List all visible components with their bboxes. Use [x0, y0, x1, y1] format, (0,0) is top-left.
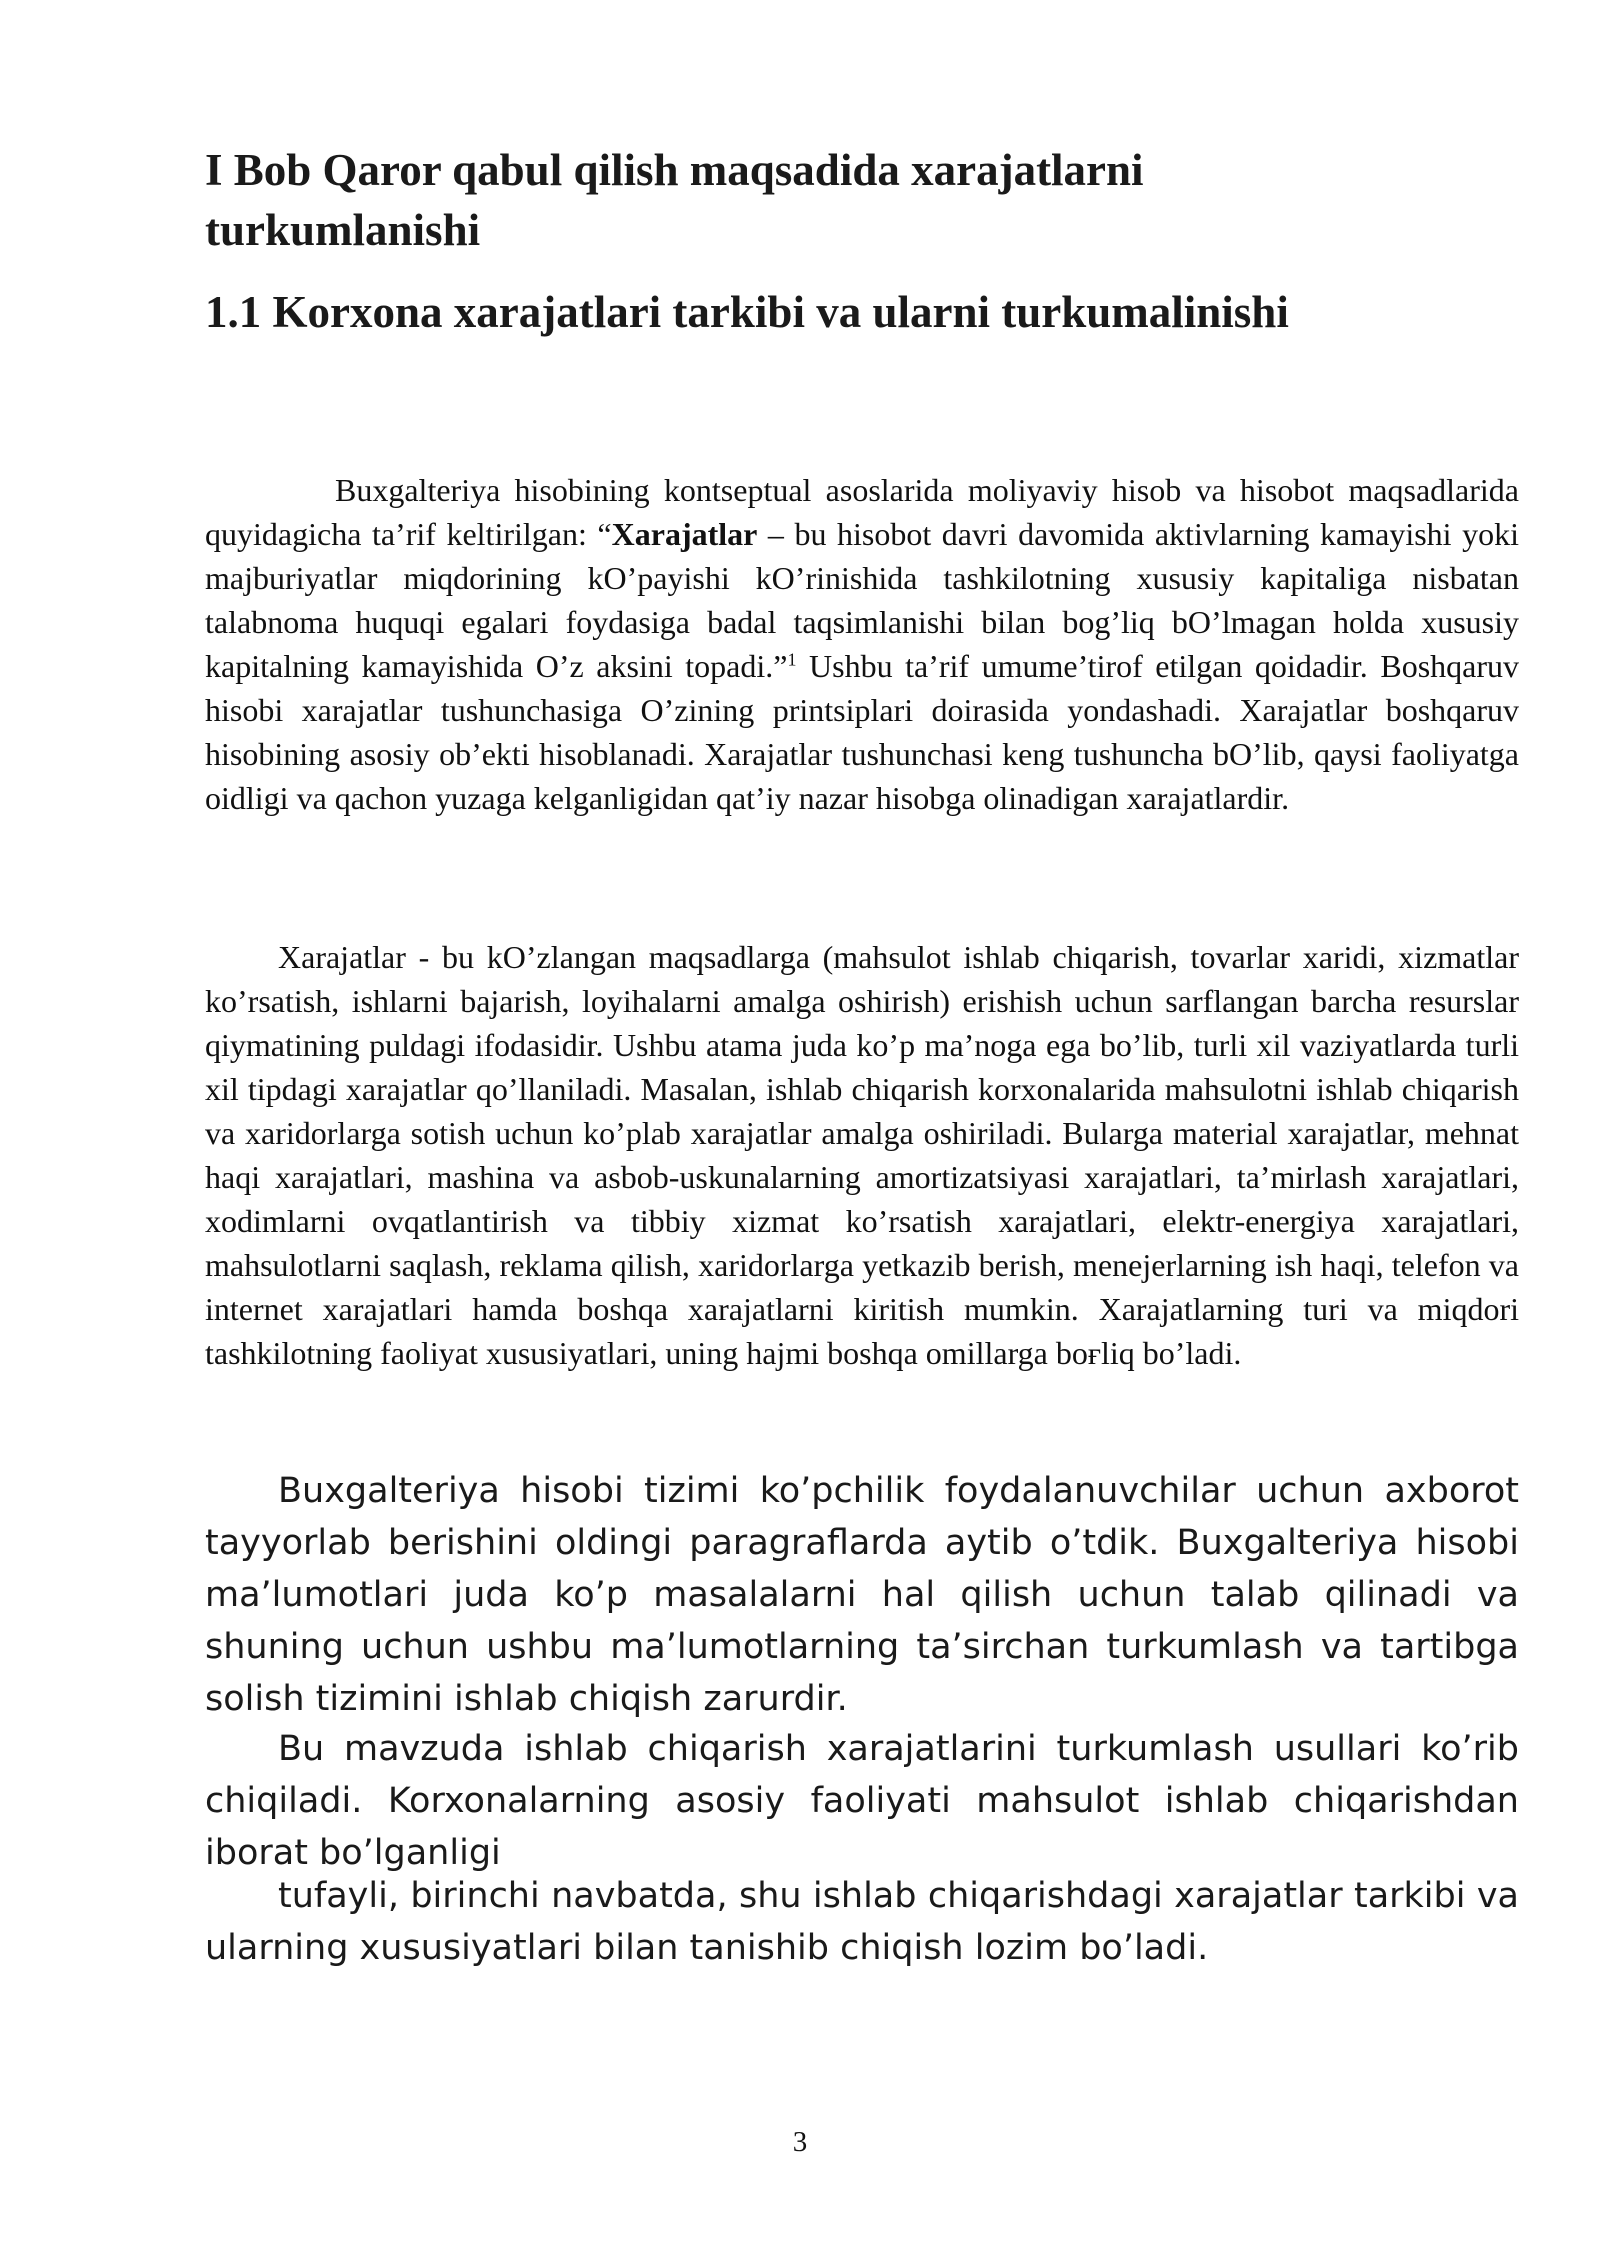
chapter-title: I Bob Qaror qabul qilish maqsadida xarajatlarni turkumlanishi — [205, 145, 1144, 255]
paragraph-text: – bu hisobot davri davomida aktivlarning kamayishi yoki majburiyatlar miqdorining kO’payishi kO’rinishida tashkilotning xususiy kapitaliga nisbatan talabnoma huquqi egalari foydasiga badal taqsimlanishi bilan bog’liq bO’lmagan holda xususiy kapitalning kamayishida O’z aksini topadi.” — [205, 516, 1520, 684]
paragraph-definition — [205, 468, 1519, 820]
paragraph-accounting-system: Buxgalteriya hisobi tizimi ko’pchilik foydalanuvchilar uchun axborot tayyorlab berishini oldingi paragraflarda aytib o’tdik. Buxgalteriya hisobi ma’lumotlari juda ko’p masalalarni hal qilish uchun talab qilinadi va shuning uchun ushbu ma’lumotlarning ta’sirchan turkumlash va tartibga solish tizimini ishlab chiqish zarurdir. — [205, 1471, 1519, 1719]
page-number: 3 — [792, 2126, 808, 2158]
paragraph-text: Ushbu ta’rif umume’tirof etilgan qoidadir. Boshqaruv hisobi xarajatlar tushunchasiga O’zining printsiplari doirasida yondashadi. Xarajatlar boshqaruv hisobining asosiy ob’ekti hisoblanadi. Xarajatlar tushunchasi keng tushuncha bO’lib, qaysi faoliyatga oidligi va qachon yuzaga kelganligidan qat’iy nazar hisobga olinadigan xarajatlardir. — [205, 648, 1520, 816]
section-title: 1.1 Korxona xarajatlari tarkibi va ularni turkumalinishi — [205, 287, 1289, 337]
paragraph-text: Buxgalteriya hisobining kontseptual asoslarida moliyaviy hisob va hisobot maqsadlarida quyidagicha ta’rif keltirilgan: “ — [205, 472, 1519, 552]
footnote-marker[interactable]: 1 — [787, 649, 797, 670]
paragraph-expenses-definition: Xarajatlar - bu kO’zlangan maqsadlarga (mahsulot ishlab chiqarish, tovarlar xaridi, xizmatlar ko’rsatish, ishlarni bajarish, loyihalarni amalga oshirish) erishish uchun sarflangan barcha resurslar qiymatining puldagi ifodasidir. Ushbu atama juda ko’p ma’noga ega bo’lib, turli xil vaziyatlarda turli xil tipdagi xarajatlar qo’llaniladi. Masalan, ishlab chiqarish korxonalarida mahsulotni ishlab chiqarish va xaridorlarga sotish uchun ko’plab xarajatlar amalga oshiriladi. Bularga material xarajatlar, mehnat haqi xarajatlari, mashina va asbob-uskunalarning amortizatsiyasi xarajatlari, ta’mirlash xarajatlari, xodimlarni ovqatlantirish va tibbiy xizmat ko’rsatish xarajatlari, elektr-energiya xarajatlari, mahsulotlarni saqlash, reklama qilish, xaridorlarga yetkazib berish, menejerlarning ish haqi, telefon va internet xarajatlari hamda boshqa xarajatlarni kiritish mumkin. Xarajatlarning turi va miqdori tashkilotning faoliyat xususiyatlari, uning hajmi boshqa omillarga boғliq bo’ladi. — [205, 939, 1519, 1371]
term-xarajatlar: Xarajatlar — [611, 516, 758, 552]
paragraph-topic-continuation: tufayli, birinchi navbatda, shu ishlab chiqarishdagi xarajatlar tarkibi va ularning xususiyatlari bilan tanishib chiqish lozim bo’ladi. — [205, 1876, 1519, 1968]
paragraph-topic-intro: Bu mavzuda ishlab chiqarish xarajatlarini turkumlash usullari ko’rib chiqiladi. Korxonalarning asosiy faoliyati mahsulot ishlab chiqarishdan iborat bo’lganligi — [205, 1729, 1519, 1873]
